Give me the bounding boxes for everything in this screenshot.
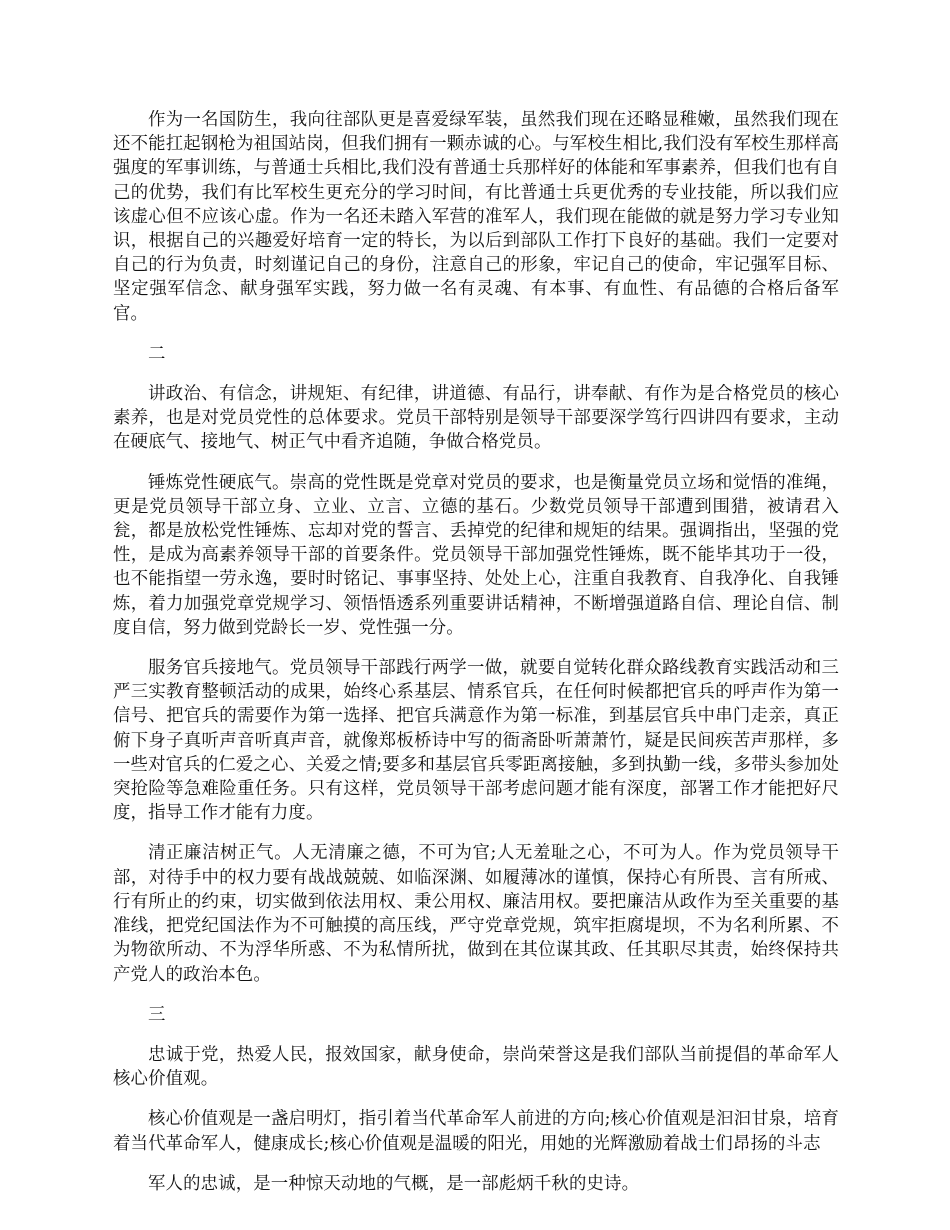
paragraph-integrity: 清正廉洁树正气。人无清廉之德，不可为官;人无羞耻之心，不可为人。作为党员领导干部，对待手中的权力要有战战兢兢、如临深渊、如履薄冰的谨慎，保持心有所畏、言有所戒、行有所止的约束，切实做到依法用权、秉公用权、廉洁用权。要把廉洁从政作为至关重要的基准线，把党纪国法作为不可触摸的高压线，严守党章党规，筑牢拒腐堤坝，不为名利所累、不为物欲所动、不为浮华所惑、不为私情所扰，做到在其位谋其政、任其职尽其责，始终保持共产党人的政治本色。 [113, 843, 839, 985]
paragraph-core-values-metaphor: 核心价值观是一盏启明灯，指引着当代革命军人前进的方向;核心价值观是汩汩甘泉，培育着当代革命军人，健康成长;核心价值观是温暖的阳光，用她的光辉激励着战士们昂扬的斗志 [113, 1109, 839, 1154]
paragraph-serve-soldiers: 服务官兵接地气。党员领导干部践行两学一做，就要自觉转化群众路线教育实践活动和三严三实教育整顿活动的成果，始终心系基层、情系官兵，在任何时候都把官兵的呼声作为第一信号、把官兵的需要作为第一选择、把官兵满意作为第一标准，到基层官兵中串门走亲，真正俯下身子真听声音听真声音，就像郑板桥诗中写的衙斋卧听萧萧竹，疑是民间疾苦声那样，多一些对官兵的仁爱之心、关爱之情;要多和基层官兵零距离接触，多到执勤一线，多带头参加处突抢险等急难险重任务。只有这样，党员领导干部考虑问题才能有深度，部署工作才能把好尺度，指导工作才能有力度。 [113, 658, 839, 824]
paragraph-party-spirit: 锤炼党性硬底气。崇高的党性既是党章对党员的要求，也是衡量党员立场和觉悟的准绳，更是党员领导干部立身、立业、立言、立德的基石。少数党员领导干部遭到围猎，被请君入瓮，都是放松党性锤炼、忘却对党的誓言、丢掉党的纪律和规矩的结果。强调指出，坚强的党性，是成为高素养领导干部的首要条件。党员领导干部加强党性锤炼，既不能毕其功于一役，也不能指望一劳永逸，要时时铭记、事事坚持、处处上心，注重自我教育、自我净化、自我锤炼，着力加强党章党规学习、领悟悟透系列重要讲话精神，不断增强道路自信、理论自信、制度自信，努力做到党龄长一岁、党性强一分。 [113, 472, 839, 638]
paragraph-core-values: 忠诚于党，热爱人民，报效国家，献身使命，崇尚荣誉这是我们部队当前提倡的革命军人核心价值观。 [113, 1044, 839, 1090]
section-heading-three: 三 [148, 1004, 166, 1025]
paragraph-party-requirements: 讲政治、有信念，讲规矩、有纪律，讲道德、有品行，讲奉献、有作为是合格党员的核心素养，也是对党员党性的总体要求。党员干部特别是领导干部要深学笃行四讲四有要求，主动在硬底气、接地气、树正气中看齐追随，争做合格党员。 [113, 384, 839, 453]
document-body [113, 108, 839, 1212]
paragraph-cadet-aspiration: 作为一名国防生，我向往部队更是喜爱绿军装，虽然我们现在还略显稚嫩，虽然我们现在还不能扛起钢枪为祖国站岗，但我们拥有一颗赤诚的心。与军校生相比,我们没有军校生那样高强度的军事训练，与普通士兵相比,我们没有普通士兵那样好的体能和军事素养，但我们也有自己的优势，我们有比军校生更充分的学习时间，有比普通士兵更优秀的专业技能，所以我们应该虚心但不应该心虚。作为一名还未踏入军营的准军人，我们现在能做的就是努力学习专业知识，根据自己的兴趣爱好培育一定的特长，为以后到部队工作打下良好的基础。我们一定要对自己的行为负责，时刻谨记自己的身份，注意自己的形象，牢记自己的使命，牢记强军目标、坚定强军信念、献身强军实践，努力做一名有灵魂、有本事、有血性、有品德的合格后备军官。 [113, 110, 839, 324]
paragraph-soldier-loyalty: 军人的忠诚，是一种惊天动地的气概，是一部彪炳千秋的史诗。 [148, 1173, 640, 1194]
section-heading-two: 二 [148, 343, 166, 364]
